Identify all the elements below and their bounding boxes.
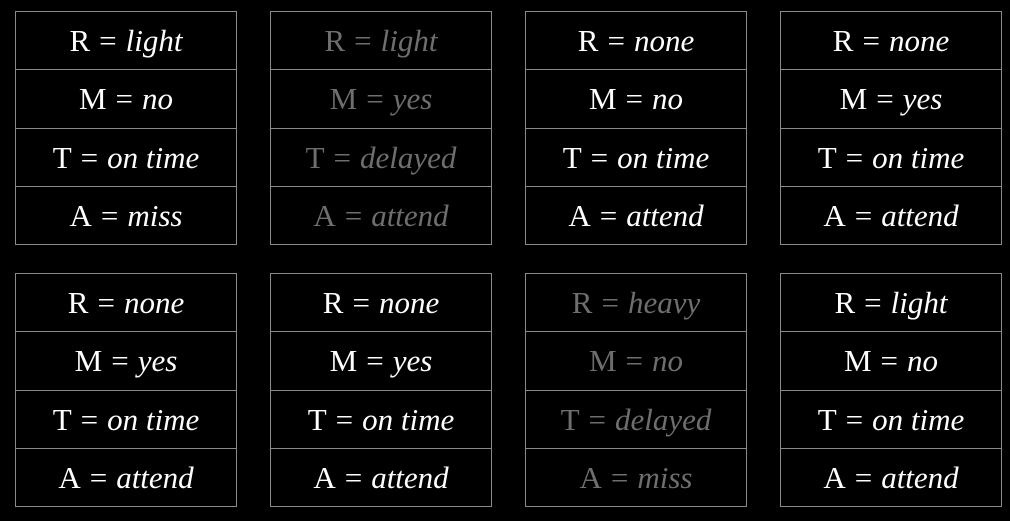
assignment-row — [526, 186, 746, 244]
equals-sign: = — [845, 401, 864, 437]
variable-value: on time — [872, 401, 965, 437]
variable-letter: R — [69, 23, 91, 59]
variable-value: on time — [362, 401, 455, 437]
variable-value: delayed — [615, 401, 712, 437]
variable-letter: A — [823, 459, 846, 495]
equals-sign: = — [601, 285, 619, 321]
variable-letter: M — [74, 343, 103, 379]
assignment-row — [781, 69, 1001, 127]
variable-value: no — [907, 343, 939, 379]
sample-card-2-dimmed — [270, 11, 492, 245]
assignment-row — [271, 12, 491, 69]
variable-value: yes — [392, 81, 433, 117]
variable-value: light — [125, 23, 183, 59]
variable-letter: A — [313, 197, 336, 233]
sample-card-7-dimmed — [525, 273, 747, 507]
variable-letter: M — [588, 81, 617, 117]
equals-sign: = — [80, 401, 99, 437]
variable-value: delayed — [360, 139, 457, 175]
equals-sign: = — [862, 23, 880, 59]
equals-sign: = — [352, 285, 370, 321]
sample-card-3 — [525, 11, 747, 245]
variable-value: none — [378, 285, 440, 321]
equals-sign: = — [97, 285, 115, 321]
equals-sign: = — [625, 81, 644, 117]
assignment-row — [271, 69, 491, 127]
assignment-row — [16, 69, 236, 127]
variable-letter: A — [313, 459, 336, 495]
variable-value: attend — [371, 459, 449, 495]
sample-card-1 — [15, 11, 237, 245]
assignment-row — [16, 12, 236, 69]
assignment-row — [526, 12, 746, 69]
equals-sign: = — [599, 197, 618, 233]
variable-letter: R — [832, 23, 854, 59]
variable-letter: M — [329, 81, 358, 117]
variable-letter: T — [52, 401, 72, 437]
equals-sign: = — [111, 343, 129, 379]
assignment-row — [271, 331, 491, 389]
variable-letter: T — [305, 139, 325, 175]
variable-value: attend — [881, 459, 959, 495]
variable-letter: M — [329, 343, 358, 379]
variable-letter: R — [324, 23, 346, 59]
equals-sign: = — [880, 343, 899, 379]
variable-letter: M — [843, 343, 872, 379]
variable-letter: T — [307, 401, 327, 437]
equals-sign: = — [588, 401, 607, 437]
variable-value: none — [633, 23, 695, 59]
variable-value: attend — [881, 197, 959, 233]
variable-value: on time — [107, 401, 200, 437]
variable-value: yes — [392, 343, 433, 379]
assignment-row — [526, 390, 746, 448]
assignment-row — [781, 12, 1001, 69]
variable-value: on time — [617, 139, 710, 175]
variable-letter: M — [78, 81, 107, 117]
variable-letter: R — [571, 285, 593, 321]
sample-card-8 — [780, 273, 1002, 507]
assignment-row — [781, 448, 1001, 506]
equals-sign: = — [625, 343, 644, 379]
assignment-row — [526, 448, 746, 506]
equals-sign: = — [366, 81, 384, 117]
variable-value: no — [652, 343, 684, 379]
equals-sign: = — [333, 139, 352, 175]
variable-value: attend — [371, 197, 449, 233]
variable-value: no — [652, 81, 684, 117]
assignment-row — [271, 390, 491, 448]
equals-sign: = — [610, 459, 629, 495]
assignment-row — [16, 448, 236, 506]
variable-letter: T — [817, 139, 837, 175]
variable-value: attend — [626, 197, 704, 233]
assignment-row — [271, 186, 491, 244]
assignment-row — [781, 390, 1001, 448]
variable-letter: A — [69, 197, 92, 233]
variable-value: none — [123, 285, 185, 321]
variable-letter: R — [834, 285, 856, 321]
assignment-row — [16, 128, 236, 186]
equals-sign: = — [335, 401, 354, 437]
assignment-row — [781, 128, 1001, 186]
equals-sign: = — [344, 197, 363, 233]
assignment-row — [271, 274, 491, 331]
variable-letter: R — [577, 23, 599, 59]
variable-letter: A — [823, 197, 846, 233]
variable-value: yes — [902, 81, 943, 117]
assignment-row — [526, 69, 746, 127]
equals-sign: = — [80, 139, 99, 175]
sample-card-4 — [780, 11, 1002, 245]
variable-letter: M — [839, 81, 868, 117]
variable-letter: T — [52, 139, 72, 175]
variable-letter: T — [560, 401, 580, 437]
variable-value: none — [888, 23, 950, 59]
variable-value: heavy — [627, 285, 701, 321]
sample-card-5 — [15, 273, 237, 507]
variable-value: miss — [637, 459, 693, 495]
variable-value: miss — [127, 197, 183, 233]
variable-letter: T — [562, 139, 582, 175]
variable-value: light — [380, 23, 438, 59]
assignment-row — [526, 128, 746, 186]
assignment-row — [526, 331, 746, 389]
equals-sign: = — [115, 81, 134, 117]
variable-letter: A — [58, 459, 81, 495]
sample-card-6 — [270, 273, 492, 507]
assignment-row — [271, 128, 491, 186]
assignment-row — [271, 448, 491, 506]
assignment-row — [16, 390, 236, 448]
equals-sign: = — [366, 343, 384, 379]
equals-sign: = — [99, 23, 117, 59]
assignment-row — [16, 331, 236, 389]
variable-value: on time — [872, 139, 965, 175]
equals-sign: = — [845, 139, 864, 175]
variable-letter: T — [817, 401, 837, 437]
equals-sign: = — [864, 285, 882, 321]
variable-value: light — [890, 285, 948, 321]
sample-cards-grid — [15, 11, 1002, 507]
equals-sign: = — [607, 23, 625, 59]
assignment-row — [781, 331, 1001, 389]
variable-value: no — [142, 81, 174, 117]
assignment-row — [16, 186, 236, 244]
variable-letter: A — [579, 459, 602, 495]
variable-letter: A — [568, 197, 591, 233]
assignment-row — [526, 274, 746, 331]
equals-sign: = — [876, 81, 894, 117]
variable-letter: R — [322, 285, 344, 321]
equals-sign: = — [354, 23, 372, 59]
variable-value: on time — [107, 139, 200, 175]
equals-sign: = — [854, 197, 873, 233]
assignment-row — [781, 186, 1001, 244]
equals-sign: = — [100, 197, 119, 233]
assignment-row — [16, 274, 236, 331]
variable-letter: R — [67, 285, 89, 321]
variable-value: attend — [116, 459, 194, 495]
assignment-row — [781, 274, 1001, 331]
variable-value: yes — [137, 343, 178, 379]
equals-sign: = — [854, 459, 873, 495]
equals-sign: = — [89, 459, 108, 495]
equals-sign: = — [590, 139, 609, 175]
equals-sign: = — [344, 459, 363, 495]
variable-letter: M — [588, 343, 617, 379]
